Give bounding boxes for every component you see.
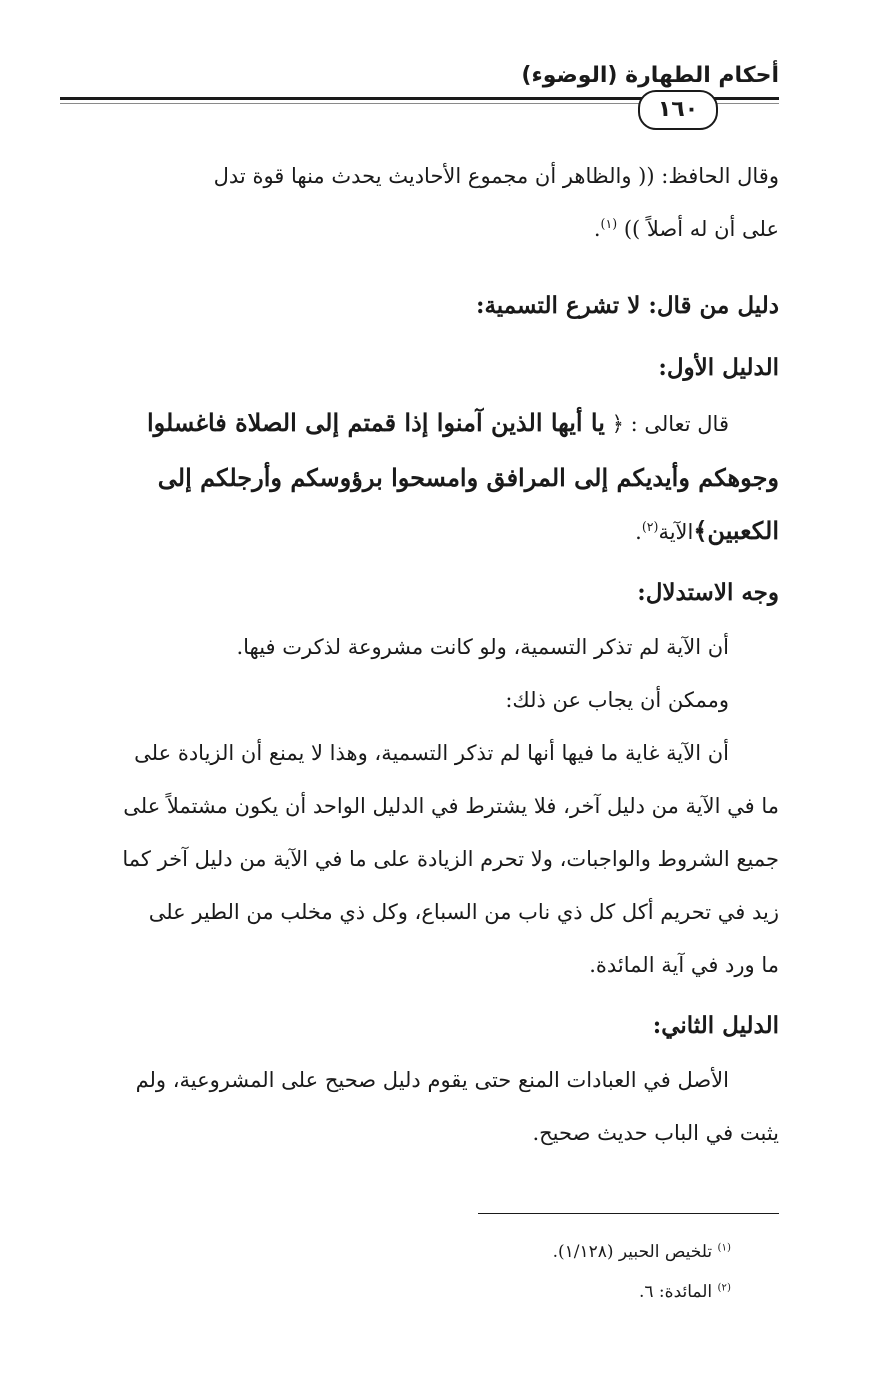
section-heading: دليل من قال: لا تشرع التسمية:: [475, 292, 779, 319]
footnote-separator: [478, 1213, 779, 1214]
inference-paragraph: [62, 621, 779, 727]
footnote-marker: (١): [717, 1242, 731, 1254]
text-line: جميع الشروط والواجبات، ولا تحرم الزيادة على ما في الآية من دليل آخر كما: [122, 847, 779, 871]
verse-paragraph: [62, 396, 779, 559]
footnote: [553, 1232, 731, 1272]
answer-paragraph: [62, 727, 779, 992]
footnote-text: تلخيص الحبير (١/١٢٨).: [552, 1242, 713, 1262]
page-number: ١٦٠: [638, 90, 718, 130]
subsection-heading-inference: وجه الاستدلال:: [637, 579, 779, 606]
footnote-marker: (٢): [717, 1282, 731, 1294]
text-line: [62, 504, 779, 559]
text-line: أن الآية لم تذكر التسمية، ولو كانت مشروعة لذكرت فيها.: [236, 635, 729, 659]
footnote-ref: (٢): [641, 519, 659, 534]
footnote: [553, 1272, 731, 1312]
quran-verse: الكعبين﴾: [693, 516, 779, 545]
text-line: ما في الآية من دليل آخر، فلا يشترط في الدليل الواحد أن يكون مشتملاً على: [123, 794, 779, 818]
verse-intro: قال تعالى : ﴿: [611, 412, 729, 436]
subsection-heading-second: الدليل الثاني:: [652, 1012, 779, 1039]
verse-tail: الآية: [658, 520, 694, 544]
running-title: أحكام الطهارة (الوضوء): [521, 63, 779, 88]
text-line: ما ورد في آية المائدة.: [589, 953, 779, 977]
text-line: أن الآية غاية ما فيها أنها لم تذكر التسمية، وهذا لا يمنع أن الزيادة على: [134, 741, 729, 765]
footnotes: [553, 1232, 731, 1312]
footnote-ref: (١): [600, 216, 618, 231]
quote-text: على أن له أصلاً )): [623, 217, 779, 241]
punctuation: .: [635, 520, 642, 544]
hafiz-quote: [62, 150, 779, 256]
subsection-heading-first: الدليل الأول:: [658, 354, 779, 381]
quran-verse: وجوهكم وأيديكم إلى المرافق وامسحوا برؤوسكم وأرجلكم إلى: [157, 463, 779, 492]
text-line: وقال الحافظ: (( والظاهر أن مجموع الأحاديث يحدث منها قوة تدل: [213, 164, 779, 188]
text-line: [62, 396, 779, 451]
text-line: يثبت في الباب حديث صحيح.: [532, 1121, 779, 1145]
text-line: زيد في تحريم أكل كل ذي ناب من السباع، وكل ذي مخلب من الطير على: [148, 900, 779, 924]
text-line: [62, 203, 779, 256]
text-line: وممكن أن يجاب عن ذلك:: [505, 688, 729, 712]
text-line: الأصل في العبادات المنع حتى يقوم دليل صحيح على المشروعية، ولم: [135, 1068, 729, 1092]
second-proof-paragraph: [62, 1054, 779, 1160]
footnote-text: المائدة: ٦.: [638, 1282, 713, 1302]
body-text: [62, 150, 779, 1160]
punctuation: .: [593, 217, 601, 241]
quran-verse: يا أيها الذين آمنوا إذا قمتم إلى الصلاة فاغسلوا: [146, 408, 605, 437]
